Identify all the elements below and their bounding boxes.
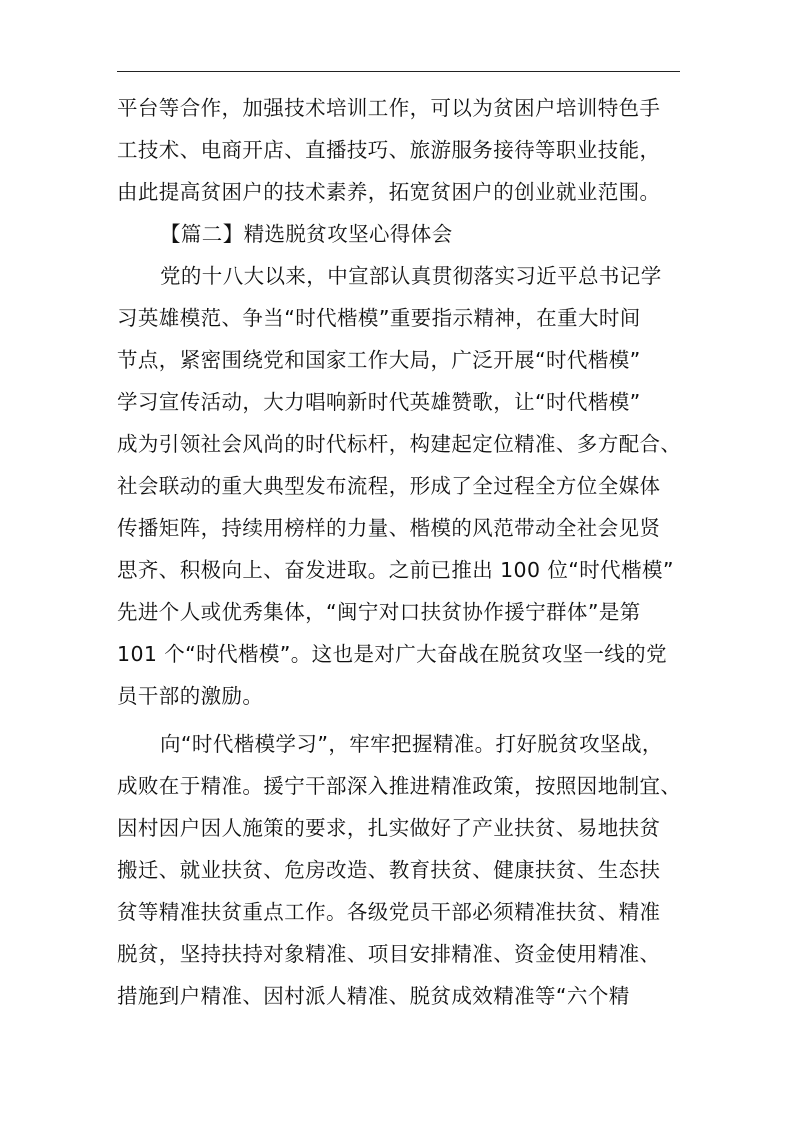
text-line: 学习宣传活动，大力唱响新时代英雄赞歌，让“时代楷模”: [117, 390, 641, 414]
text-line: 员干部的激励。: [117, 684, 264, 708]
text-line: 思齐、积极向上、奋发进取。之前已推出 100 位“时代楷模”: [117, 558, 674, 582]
text-line: 工技术、电商开店、直播技巧、旅游服务接待等职业技能，: [117, 138, 661, 162]
text-line: 101 个“时代楷模”。这也是对广大奋战在脱贫攻坚一线的党: [117, 642, 667, 666]
text-line: 习英雄模范、争当“时代楷模”重要指示精神，在重大时间: [117, 306, 641, 330]
text-line: 因村因户因人施策的要求，扎实做好了产业扶贫、易地扶贫: [117, 816, 661, 840]
text-line: 平台等合作，加强技术培训工作，可以为贫困户培训特色手: [117, 96, 661, 120]
text-line: 社会联动的重大典型发布流程，形成了全过程全方位全媒体: [117, 474, 661, 498]
text-line: 传播矩阵，持续用榜样的力量、楷模的风范带动全社会见贤: [117, 516, 661, 540]
text-line: 党的十八大以来，中宣部认真贯彻落实习近平总书记学: [160, 264, 662, 288]
text-line: 贫等精准扶贫重点工作。各级党员干部必须精准扶贫、精准: [117, 900, 661, 924]
text-line: 成为引领社会风尚的时代标杆，构建起定位精准、多方配合、: [117, 432, 682, 456]
text-line: 由此提高贫困户的技术素养，拓宽贫困户的创业就业范围。: [117, 180, 661, 204]
header-rule: [117, 71, 680, 72]
text-line: 措施到户精准、因村派人精准、脱贫成效精准等“六个精: [117, 984, 630, 1008]
text-line: 脱贫，坚持扶持对象精准、项目安排精准、资金使用精准、: [117, 942, 661, 966]
text-line: 搬迁、就业扶贫、危房改造、教育扶贫、健康扶贫、生态扶: [117, 858, 661, 882]
text-line: 向“时代楷模学习”，牢牢把握精准。打好脱贫攻坚战，: [160, 732, 663, 756]
section-heading: 【篇二】精选脱贫攻坚心得体会: [160, 222, 453, 246]
text-line: 节点，紧密围绕党和国家工作大局，广泛开展“时代楷模”: [117, 348, 641, 372]
text-line: 先进个人或优秀集体，“闽宁对口扶贫协作援宁群体”是第: [117, 600, 641, 624]
text-line: 成败在于精准。援宁干部深入推进精准政策，按照因地制宜、: [117, 774, 682, 798]
